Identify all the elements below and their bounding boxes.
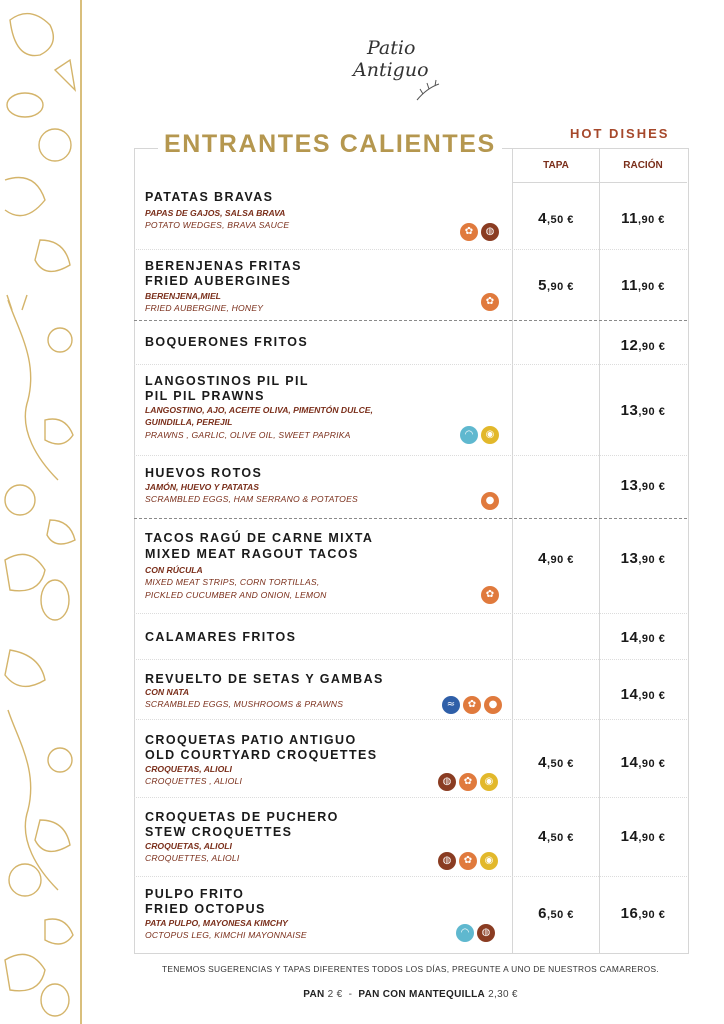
dish-name-english: MIXED MEAT RAGOUT TACOS	[145, 547, 359, 561]
milk-jug-icon: ◍	[481, 223, 499, 241]
dish-name: REVUELTO DE SETAS Y GAMBAS	[145, 672, 384, 686]
price-tapa: 5,90 €	[538, 277, 574, 294]
allergen-icons	[456, 924, 495, 942]
dish-name-english: FRIED AUBERGINES	[145, 274, 292, 288]
dish-description-en: CROQUETTES , ALIOLI	[145, 776, 243, 786]
column-header-racion: RACIÓN	[623, 160, 663, 171]
dish-name-english: OLD COURTYARD CROQUETTES	[145, 748, 378, 762]
milk-jug-icon: ◍	[438, 852, 456, 870]
row-separator	[134, 249, 687, 250]
mollusc-icon: ◉	[480, 773, 498, 791]
row-separator	[134, 613, 687, 614]
dish-description-es: JAMÓN, HUEVO Y PATATAS	[145, 482, 259, 492]
allergen-icons	[442, 696, 502, 714]
mollusc-icon: ◉	[481, 426, 499, 444]
price-racion: 13,90 €	[620, 402, 666, 419]
dish-name: TACOS RAGÚ DE CARNE MIXTA	[145, 531, 374, 545]
dish-description-en: PRAWNS , GARLIC, OLIVE OIL, SWEET PAPRIKA	[145, 430, 351, 440]
dish-name: CALAMARES FRITOS	[145, 630, 297, 644]
milk-jug-icon: ◍	[438, 773, 456, 791]
dish-description-en: MIXED MEAT STRIPS, CORN TORTILLAS,	[145, 577, 320, 587]
dish-description-es: CON RÚCULA	[145, 565, 203, 575]
price-tapa: 4,50 €	[538, 754, 574, 771]
dish-name: PATATAS BRAVAS	[145, 190, 274, 204]
dish-name: CROQUETAS DE PUCHERO	[145, 810, 339, 824]
dish-row	[134, 335, 687, 364]
dish-description-en: OCTOPUS LEG, KIMCHI MAYONNAISE	[145, 930, 307, 940]
price-racion: 13,90 €	[620, 477, 666, 494]
header-underline	[512, 182, 687, 183]
brand-logo	[345, 34, 455, 104]
wheat-icon: ✿	[459, 773, 477, 791]
dish-description-en: SCRAMBLED EGGS, MUSHROOMS & PRAWNS	[145, 699, 344, 709]
dish-name-english: FRIED OCTOPUS	[145, 902, 266, 916]
row-separator	[134, 719, 687, 720]
bread-label: PAN	[303, 989, 325, 1000]
food-illustration-pattern	[0, 0, 80, 1024]
dish-name: HUEVOS ROTOS	[145, 466, 263, 480]
dish-name: CROQUETAS PATIO ANTIGUO	[145, 733, 357, 747]
price-tapa: 4,50 €	[538, 828, 574, 845]
shell-icon: ◠	[460, 426, 478, 444]
price-tapa: 4,90 €	[538, 550, 574, 567]
shell-icon: ◠	[456, 924, 474, 942]
price-racion: 12,90 €	[620, 337, 666, 354]
price-racion: 11,90 €	[621, 210, 665, 227]
dish-description-en-2: PICKLED CUCUMBER AND ONION, LEMON	[145, 590, 327, 600]
dish-description-en: POTATO WEDGES, BRAVA SAUCE	[145, 220, 290, 230]
decorative-border	[0, 0, 82, 1024]
allergen-icons	[481, 586, 499, 604]
price-racion: 13,90 €	[620, 550, 666, 567]
dish-name-english: STEW CROQUETTES	[145, 825, 293, 839]
dish-name: BERENJENAS FRITAS	[145, 259, 302, 273]
price-racion: 14,90 €	[620, 828, 666, 845]
dish-description-es-2: GUINDILLA, PEREJIL	[145, 417, 233, 427]
row-separator	[134, 455, 687, 456]
wheat-icon: ✿	[459, 852, 477, 870]
allergen-icons	[481, 293, 499, 311]
wheat-icon: ✿	[463, 696, 481, 714]
price-tapa: 6,50 €	[538, 905, 574, 922]
dish-row	[134, 672, 687, 719]
butter-bread-price: 2,30 €	[488, 989, 518, 1000]
dish-name: PULPO FRITO	[145, 887, 245, 901]
price-racion: 14,90 €	[620, 686, 666, 703]
row-separator	[134, 797, 687, 798]
dish-row	[134, 630, 687, 659]
price-racion: 14,90 €	[620, 754, 666, 771]
row-separator-dashed	[134, 518, 687, 519]
footer-separator: -	[348, 989, 353, 1000]
fish-icon: ≈	[442, 696, 460, 714]
milk-jug-icon: ◍	[477, 924, 495, 942]
dish-row	[134, 374, 687, 454]
dish-description-en: CROQUETTES, ALIOLI	[145, 853, 240, 863]
wheat-icon: ✿	[481, 293, 499, 311]
section-title-english: HOT DISHES	[570, 126, 670, 141]
dish-row	[134, 733, 687, 797]
logo-branch-icon	[345, 34, 455, 104]
dish-row	[134, 810, 687, 876]
dish-description-es: LANGOSTINO, AJO, ACEITE OLIVA, PIMENTÓN DULCE,	[145, 405, 373, 415]
footer-note: TENEMOS SUGERENCIAS Y TAPAS DIFERENTES TODOS LOS DÍAS, PREGUNTE A UNO DE NUESTROS CAMAREROS.	[161, 964, 659, 974]
wheat-icon: ✿	[481, 586, 499, 604]
row-separator	[134, 364, 687, 365]
wheat-icon: ✿	[460, 223, 478, 241]
row-separator-dashed	[134, 320, 687, 321]
dish-description-en: SCRAMBLED EGGS, HAM SERRANO & POTATOES	[145, 494, 358, 504]
allergen-icons	[438, 773, 498, 791]
price-racion: 16,90 €	[620, 905, 666, 922]
bread-prices	[134, 989, 687, 1000]
dish-name: LANGOSTINOS PIL PIL	[145, 374, 309, 388]
dish-name-english: PIL PIL PRAWNS	[145, 389, 265, 403]
dish-description-es: CROQUETAS, ALIOLI	[145, 764, 232, 774]
allergen-icons	[481, 492, 499, 510]
brand-line2: Antiguo	[353, 59, 429, 81]
row-separator	[134, 659, 687, 660]
dish-row	[134, 887, 687, 951]
dish-description-es: CON NATA	[145, 687, 190, 697]
dish-description-es: PAPAS DE GAJOS, SALSA BRAVA	[145, 208, 286, 218]
dish-name: BOQUERONES FRITOS	[145, 335, 309, 349]
price-tapa: 4,50 €	[538, 210, 574, 227]
allergen-icons	[460, 426, 499, 444]
dish-description-es: CROQUETAS, ALIOLI	[145, 841, 232, 851]
brand-line1: Patio	[367, 37, 416, 59]
dish-row	[134, 531, 687, 613]
butter-bread-label: PAN CON MANTEQUILLA	[358, 989, 486, 1000]
dish-row	[134, 190, 687, 249]
mollusc-icon: ◉	[480, 852, 498, 870]
column-header-tapa: TAPA	[543, 160, 569, 171]
price-racion: 11,90 €	[621, 277, 665, 294]
row-separator	[134, 876, 687, 877]
egg-icon: ●	[484, 696, 502, 714]
dish-row	[134, 466, 687, 518]
egg-icon: ●	[481, 492, 499, 510]
dish-description-es: BERENJENA,MIEL	[145, 291, 221, 301]
section-title: ENTRANTES CALIENTES	[158, 130, 502, 159]
dish-row	[134, 259, 687, 320]
dish-description-es: PATA PULPO, MAYONESA KIMCHY	[145, 918, 288, 928]
price-racion: 14,90 €	[620, 629, 666, 646]
allergen-icons	[438, 852, 498, 870]
bread-price: 2 €	[327, 989, 343, 1000]
dish-description-en: FRIED AUBERGINE, HONEY	[145, 303, 264, 313]
allergen-icons	[460, 223, 499, 241]
